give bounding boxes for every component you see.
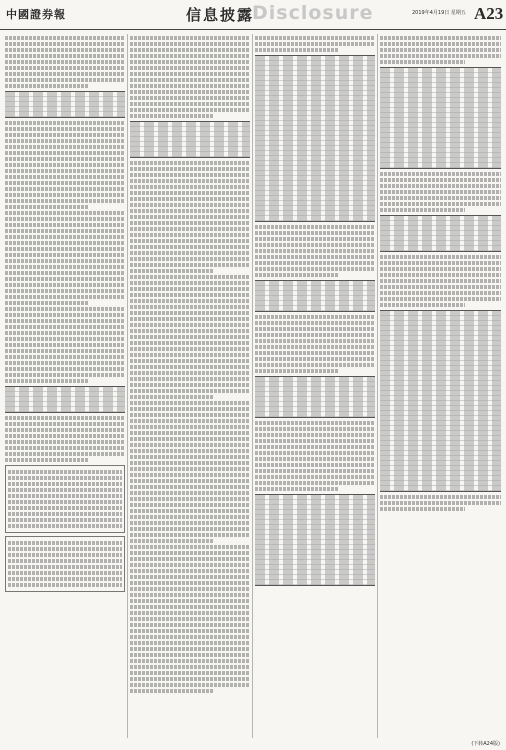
column-divider xyxy=(127,34,128,738)
data-table xyxy=(255,280,375,312)
data-table xyxy=(380,310,501,492)
newspaper-masthead: 中國證券報 xyxy=(6,8,66,21)
section-title-cn: 信息披露 xyxy=(186,6,255,24)
column-divider xyxy=(252,34,253,738)
article-column-1 xyxy=(5,34,125,734)
data-table xyxy=(255,494,375,586)
info-box xyxy=(5,465,125,533)
data-table xyxy=(380,215,501,252)
issue-date: 2019年4月19日 星期五 xyxy=(412,10,466,16)
column-divider xyxy=(377,34,378,738)
data-table xyxy=(5,91,125,118)
continued-notice: (下转A24版) xyxy=(471,741,500,747)
data-table xyxy=(130,121,250,158)
data-table xyxy=(5,386,125,413)
page-number: A23 xyxy=(474,4,504,23)
article-column-4 xyxy=(380,34,501,734)
info-box xyxy=(5,536,125,592)
article-column-3 xyxy=(255,34,375,734)
data-table xyxy=(255,376,375,418)
article-column-2 xyxy=(130,34,250,734)
data-table xyxy=(380,67,501,169)
section-title-en: Disclosure xyxy=(252,2,374,24)
page-header xyxy=(0,0,506,30)
data-table xyxy=(255,55,375,222)
